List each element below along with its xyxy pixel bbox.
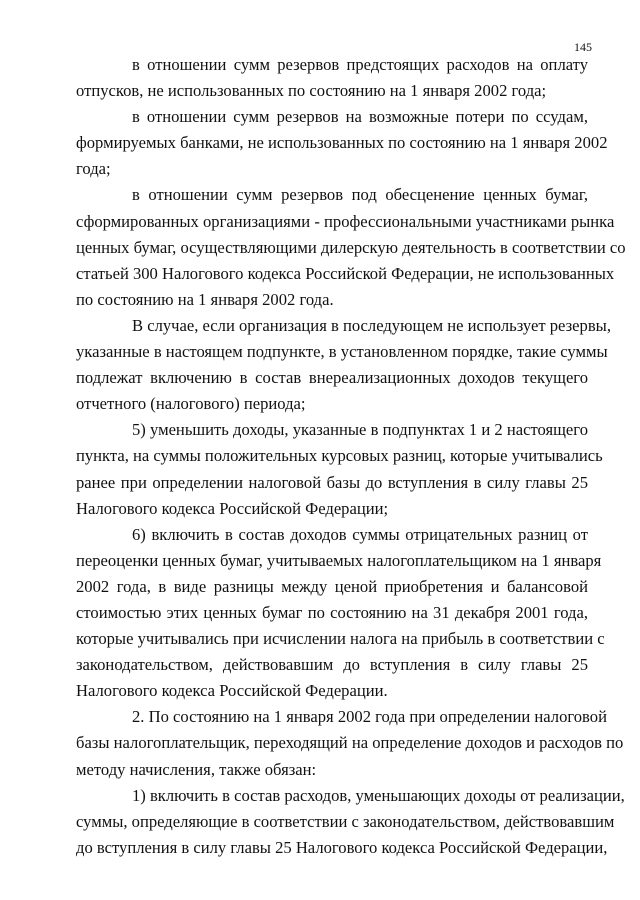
- paragraph-reserves-loans: [76, 104, 608, 182]
- text-line: законодательством, действовавшим до вступления в силу главы 25: [76, 655, 588, 675]
- text-line: суммы, определяющие в соответствии с законодательством, действовавшим: [76, 811, 615, 831]
- paragraph-section-2-item-1: [76, 783, 625, 861]
- text-line: до вступления в силу главы 25 Налогового кодекса Российской Федерации,: [76, 837, 608, 857]
- paragraph-reserves-securities: [76, 182, 626, 312]
- text-line: пункта, на суммы положительных курсовых разниц, которые учитывались: [76, 446, 603, 466]
- text-line: в отношении сумм резервов на возможные потери по ссудам,: [132, 107, 588, 127]
- text-line: базы налогоплательщик, переходящий на определение доходов и расходов по: [76, 733, 624, 753]
- text-line: ценных бумаг, осуществляющими дилерскую деятельность в соответствии со: [76, 237, 626, 257]
- text-line: отчетного (налогового) периода;: [76, 394, 306, 414]
- text-line: указанные в настоящем подпункте, в установленном порядке, такие суммы: [76, 342, 608, 362]
- text-line: переоценки ценных бумаг, учитываемых налогоплательщиком на 1 января: [76, 550, 602, 570]
- text-line: 6) включить в состав доходов суммы отрицательных разниц от: [132, 524, 588, 544]
- text-line: 2002 года, в виде разницы между ценой приобретения и балансовой: [76, 576, 588, 596]
- text-line: формируемых банками, не использованных по состоянию на 1 января 2002: [76, 133, 608, 153]
- paragraph-reserves-vacation: [76, 52, 588, 104]
- text-line: 2. По состоянию на 1 января 2002 года при определении налоговой: [132, 707, 607, 727]
- text-line: которые учитывались при исчислении налога на прибыль в соответствии с: [76, 629, 605, 649]
- text-line: Налогового кодекса Российской Федерации.: [76, 681, 388, 701]
- paragraph-item-6: [76, 522, 605, 705]
- text-line: Налогового кодекса Российской Федерации;: [76, 498, 389, 518]
- text-line: отпусков, не использованных по состоянию на 1 января 2002 года;: [76, 81, 547, 101]
- text-line: 5) уменьшить доходы, указанные в подпунктах 1 и 2 настоящего: [132, 420, 588, 440]
- page-number: 145: [574, 40, 592, 54]
- text-line: в отношении сумм резервов предстоящих расходов на оплату: [132, 55, 588, 74]
- text-line: методу начисления, также обязан:: [76, 759, 317, 779]
- text-line: подлежат включению в состав внереализационных доходов текущего: [76, 368, 588, 388]
- document-body: [76, 52, 626, 861]
- text-line: по состоянию на 1 января 2002 года.: [76, 289, 334, 309]
- text-line: статьей 300 Налогового кодекса Российской Федерации, не использованных: [76, 263, 615, 283]
- text-line: В случае, если организация в последующем не использует резервы,: [132, 315, 611, 335]
- text-line: в отношении сумм резервов под обесценение ценных бумаг,: [132, 185, 588, 205]
- text-line: сформированных организациями - профессиональными участниками рынка: [76, 211, 615, 231]
- paragraph-item-5: [76, 417, 603, 521]
- paragraph-unused-reserves: [76, 313, 611, 417]
- text-line: 1) включить в состав расходов, уменьшающих доходы от реализации,: [132, 785, 625, 805]
- text-line: ранее при определении налоговой базы до вступления в силу главы 25: [76, 472, 588, 492]
- text-line: года;: [76, 159, 111, 179]
- paragraph-section-2: [76, 704, 624, 782]
- text-line: стоимостью этих ценных бумаг по состоянию на 31 декабря 2001 года,: [76, 602, 588, 622]
